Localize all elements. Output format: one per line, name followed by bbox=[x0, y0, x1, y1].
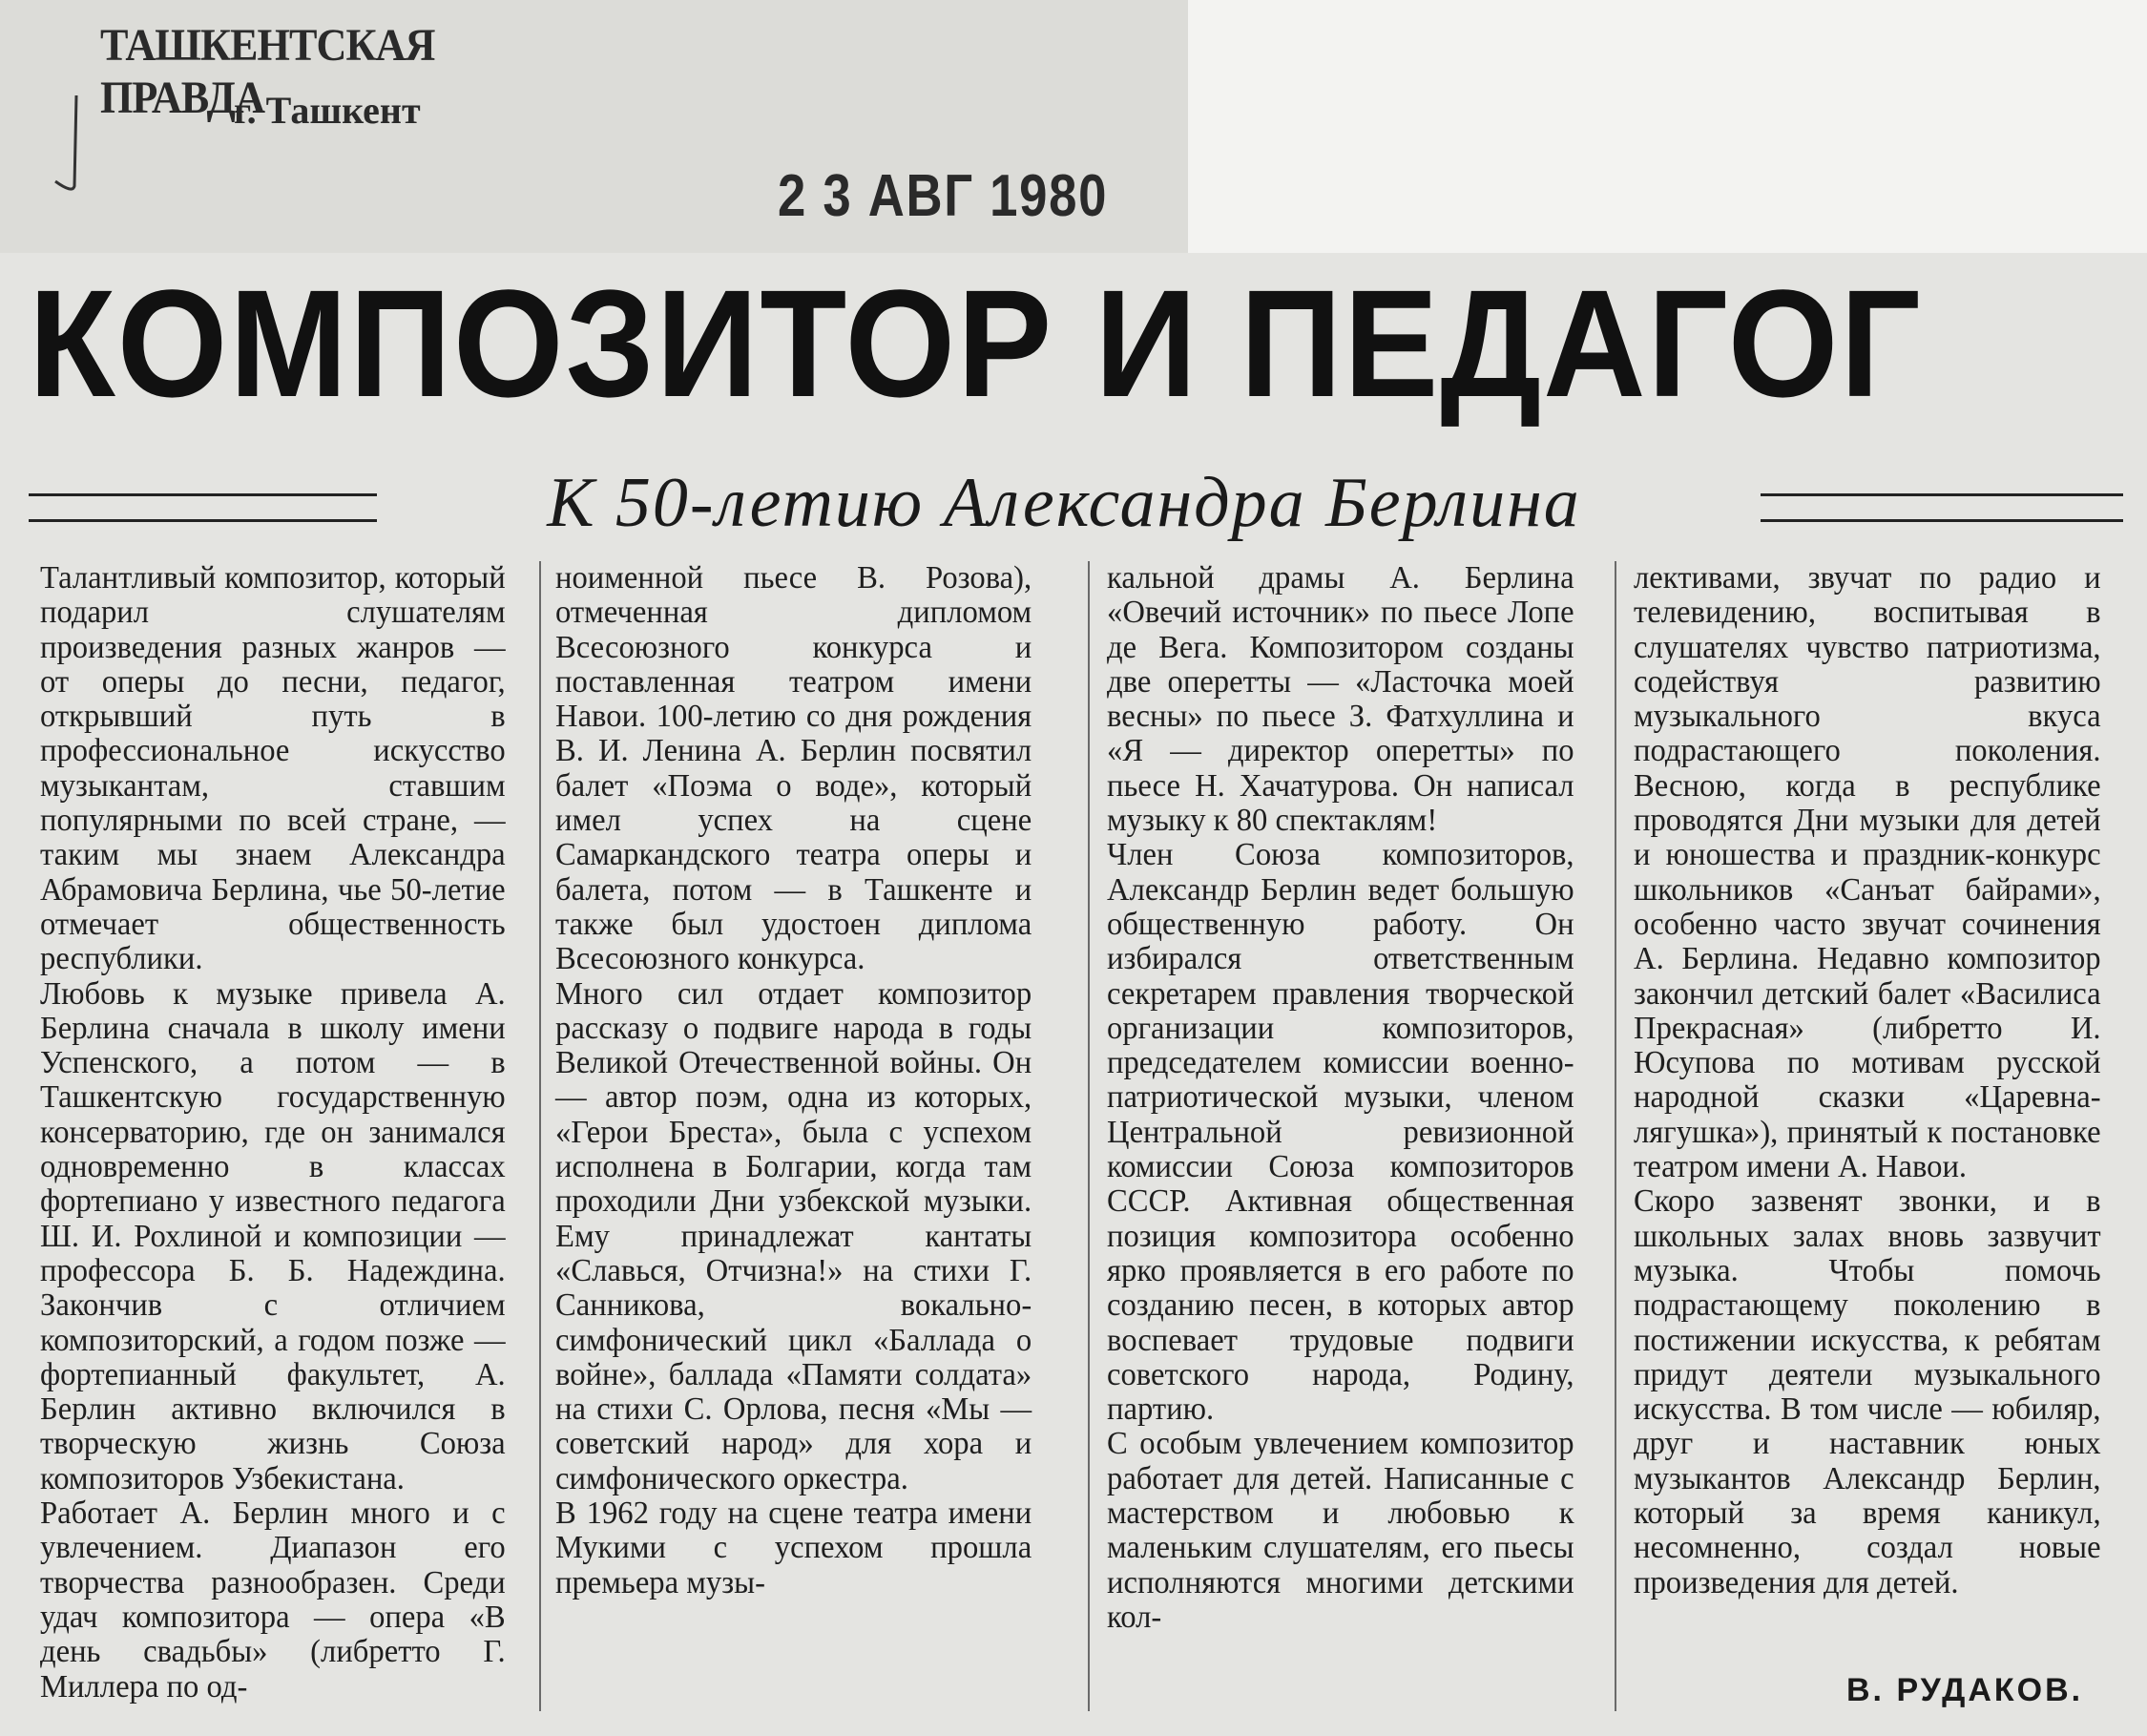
column-divider bbox=[1615, 561, 1616, 1711]
subheadline-row bbox=[29, 464, 2123, 549]
article-headline: КОМПОЗИТОР И ПЕДАГОГ bbox=[29, 258, 1923, 429]
decorative-rule-right bbox=[1761, 493, 2123, 522]
decorative-rule-left bbox=[29, 493, 377, 522]
newspaper-masthead: ТАШКЕНТСКАЯ ПРАВДА bbox=[100, 20, 435, 123]
background-margin bbox=[1188, 0, 2147, 253]
date-stamp: 2 3 АВГ 1980 bbox=[778, 163, 1109, 229]
article-subheadline: К 50-летию Александра Берлина bbox=[547, 464, 1581, 542]
column-divider bbox=[539, 561, 541, 1711]
article-column-3: кальной драмы А. Берлина «Овечий источник» по пьесе Лопе де Вега. Композитором созданы две оперетты — «Ласточка моей весны» по пьесе З. Фатхуллина и «Я — директор оперетты» по пьесе Н. Хачатурова. Он написал музыку к 80 спектаклям! Член Союза композиторов, Александр Берлин ведет большую общественную работу. Он избирался ответственным секретарем правления творческой организации композиторов, председателем комиссии военно-патриотической музыки, членом Центральной ревизионной комиссии Союза композиторов СССР. Активная общественная позиция композитора особенно ярко проявляется в его работе по созданию песен, в которых автор воспевает трудовые подвиги советского народа, Родину, партию. С особым увлечением композитор работает для детей. Написанные с мастерством и любовью к маленьким слушателям, его пьесы исполняются многими детскими кол- bbox=[1107, 560, 1574, 1635]
article-column-2: ноименной пьесе В. Розова), отмеченная дипломом Всесоюзного конкурса и поставленная театром имени Навои. 100-летию со дня рождения В. И. Ленина А. Берлин посвятил балет «Поэма о воде», который имел успех на сцене Самаркандского театра оперы и балета, потом — в Ташкенте и также был удостоен диплома Всесоюзного конкурса. Много сил отдает композитор рассказу о подвиге народа в годы Великой Отечественной войны. Он — автор поэм, одна из которых, «Герои Бреста», была с успехом исполнена в Болгарии, когда там проходили Дни узбекской музыки. Ему принадлежат кантаты «Славься, Отчизна!» на стихи Г. Санникова, вокально-симфонический цикл «Баллада о войне», баллада «Памяти солдата» на стихи С. Орлова, песня «Мы — советский народ» для хора и симфонического оркестра. В 1962 году на сцене театра имени Мукими с успехом прошла премьера музы- bbox=[555, 560, 1032, 1600]
column-divider bbox=[1088, 561, 1090, 1711]
pencil-check-mark bbox=[48, 91, 105, 196]
article-column-1: Талантливый композитор, который подарил слушателям произведения разных жанров — от оперы до песни, педагог, открывший путь в профессиональное искусство музыкантам, ставшим популярными по всей стране, — таким мы знаем Александра Абрамовича Берлина, чье 50-летие отмечает общественность республики. Любовь к музыке привела А. Берлина сначала в школу имени Успенского, а потом — в Ташкентскую государственную консерваторию, где он занимался одновременно в классах фортепиано у известного педагога Ш. И. Рохлиной и композиции — профессора Б. Б. Надеждина. Закончив с отличием композиторский, а годом позже — фортепианный факультет, А. Берлин активно включился в творческую жизнь Союза композиторов Узбекистана. Работает А. Берлин много и с увлечением. Диапазон его творчества разнообразен. Среди удач композитора — опера «В день свадьбы» (либретто Г. Миллера по од- bbox=[40, 560, 506, 1705]
city-stamp: г. Ташкент bbox=[234, 89, 421, 132]
author-signature: В. РУДАКОВ. bbox=[1846, 1672, 2084, 1708]
article-column-4: лективами, звучат по радио и телевидению, воспитывая в слушателях чувство патриотизма, содействуя развитию музыкального вкуса подрастающего поколения. Весною, когда в республике проводятся Дни музыки для детей и юношества и праздник-конкурс школьников «Санъат байрами», особенно часто звучат сочинения А. Берлина. Недавно композитор закончил детский балет «Василиса Прекрасная» (либретто И. Юсупова по мотивам русской народной сказки «Царевна-лягушка»), принятый к постановке театром имени А. Навои. Скоро зазвенят звонки, и в школьных залах вновь зазвучит музыка. Чтобы помочь подрастающему поколению в постижении искусства, к ребятам придут деятели музыкального искусства. В том числе — юбиляр, друг и наставник юных музыкантов Александр Берлин, который за время каникул, несомненно, создал новые произведения для детей. bbox=[1634, 560, 2101, 1600]
